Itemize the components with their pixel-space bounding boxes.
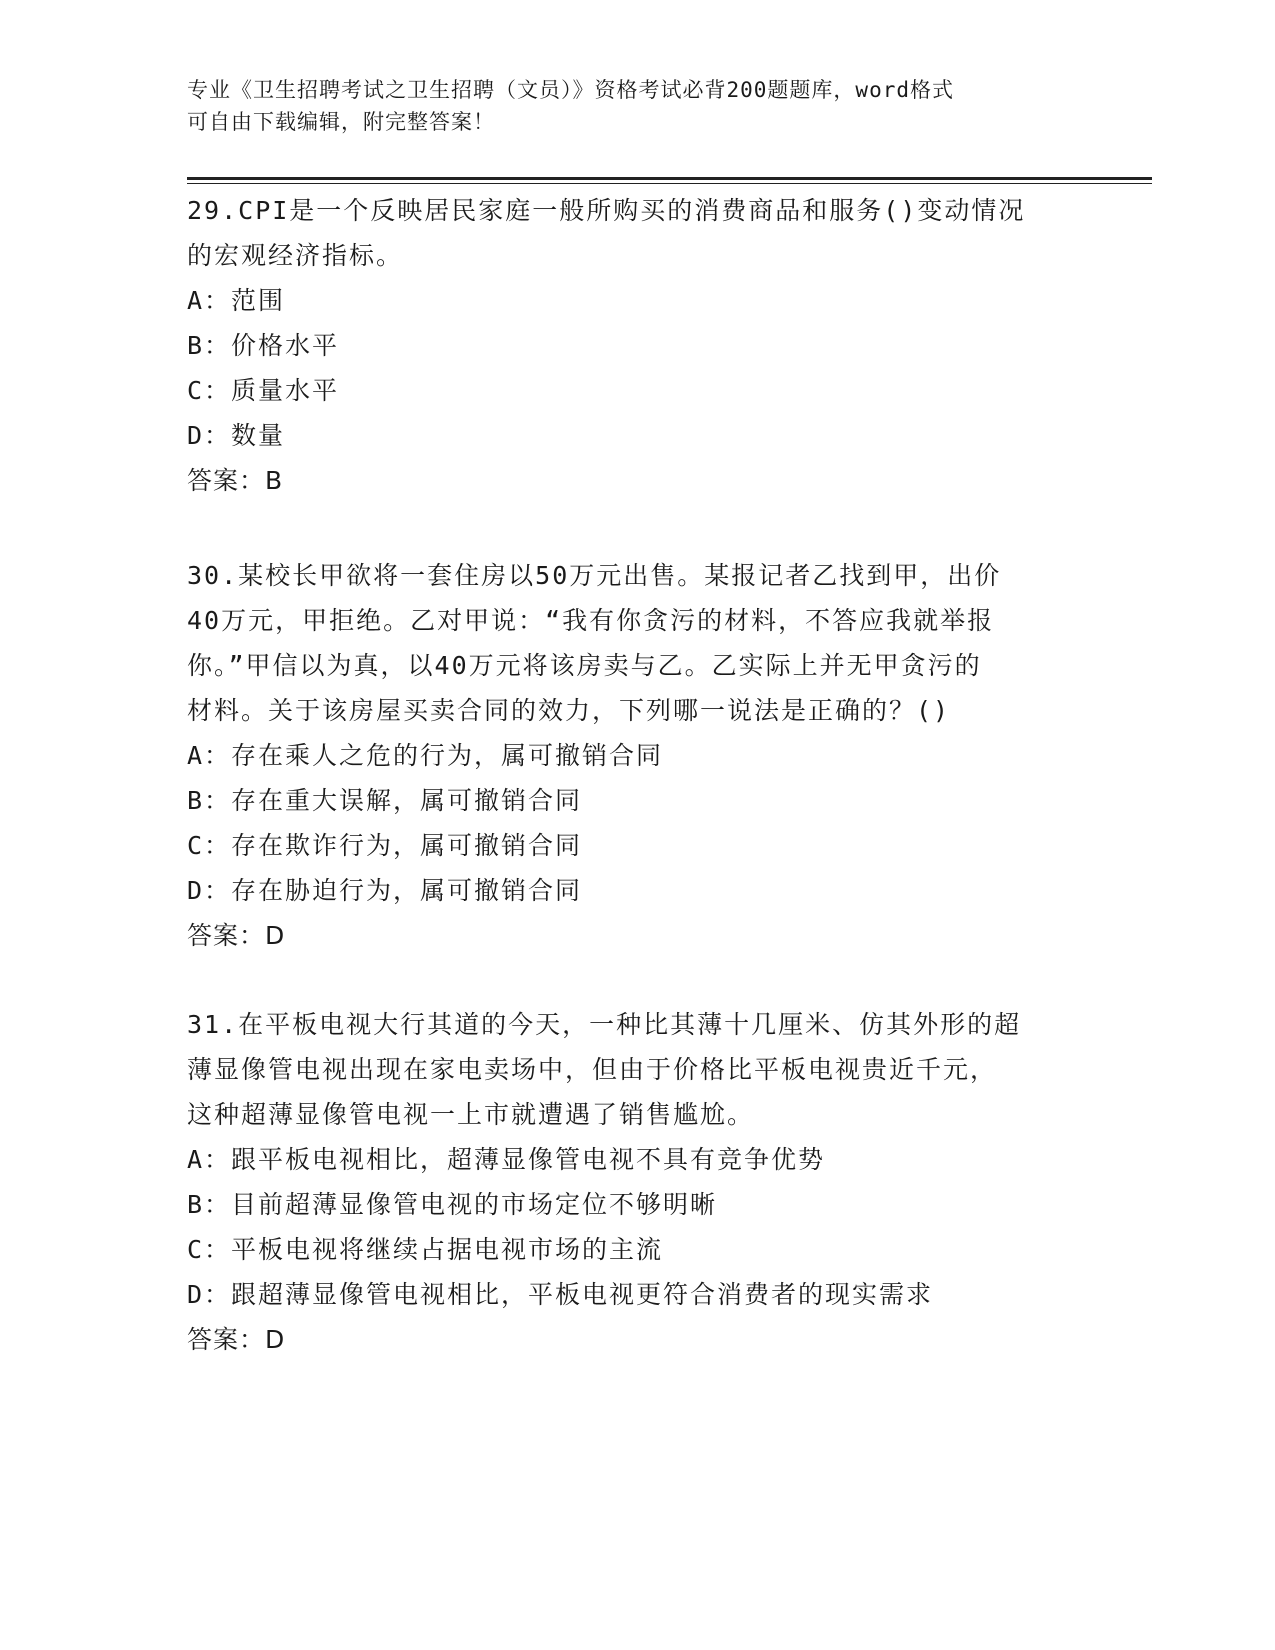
question-text-line: 31.在平板电视大行其道的今天，一种比其薄十几厘米、仿其外形的超 (187, 1010, 1022, 1039)
option-c: C：存在欺诈行为，属可撤销合同 (187, 831, 583, 860)
header-line-1: 专业《卫生招聘考试之卫生招聘（文员）》资格考试必背200题题库，word格式 (187, 78, 954, 102)
question-31 (187, 1002, 1087, 1362)
option-a: A：存在乘人之危的行为，属可撤销合同 (187, 741, 664, 770)
question-text-line: 29.CPI是一个反映居民家庭一般所购买的消费商品和服务()变动情况 (187, 196, 1026, 225)
option-d: D：数量 (187, 421, 286, 450)
answer: 答案：D (187, 1325, 286, 1354)
option-d: D：跟超薄显像管电视相比，平板电视更符合消费者的现实需求 (187, 1280, 934, 1309)
question-30 (187, 553, 1087, 958)
question-text-line: 材料。关于该房屋买卖合同的效力，下列哪一说法是正确的？() (187, 696, 951, 725)
option-d: D：存在胁迫行为，属可撤销合同 (187, 876, 583, 905)
question-text-line: 你。”甲信以为真，以40万元将该房卖与乙。乙实际上并无甲贪污的 (187, 651, 982, 680)
header-divider-thin (187, 183, 1152, 184)
question-text-line: 30.某校长甲欲将一套住房以50万元出售。某报记者乙找到甲，出价 (187, 561, 1002, 590)
option-c: C：平板电视将继续占据电视市场的主流 (187, 1235, 664, 1264)
question-text-line: 40万元，甲拒绝。乙对甲说：“我有你贪污的材料，不答应我就举报 (187, 606, 995, 635)
option-b: B：价格水平 (187, 331, 340, 360)
document-header (187, 74, 1087, 138)
question-text-line: 薄显像管电视出现在家电卖场中，但由于价格比平板电视贵近千元， (187, 1055, 998, 1084)
question-text-line: 的宏观经济指标。 (187, 241, 404, 270)
header-divider-thick (187, 177, 1152, 180)
option-a: A：跟平板电视相比，超薄显像管电视不具有竞争优势 (187, 1145, 826, 1174)
answer: 答案：D (187, 921, 286, 950)
option-b: B：目前超薄显像管电视的市场定位不够明晰 (187, 1190, 718, 1219)
answer: 答案：B (187, 466, 284, 495)
option-a: A：范围 (187, 286, 286, 315)
question-text-line: 这种超薄显像管电视一上市就遭遇了销售尴尬。 (187, 1100, 755, 1129)
question-29 (187, 188, 1087, 503)
option-b: B：存在重大误解，属可撤销合同 (187, 786, 583, 815)
option-c: C：质量水平 (187, 376, 340, 405)
header-line-2: 可自由下载编辑，附完整答案！ (187, 110, 495, 134)
